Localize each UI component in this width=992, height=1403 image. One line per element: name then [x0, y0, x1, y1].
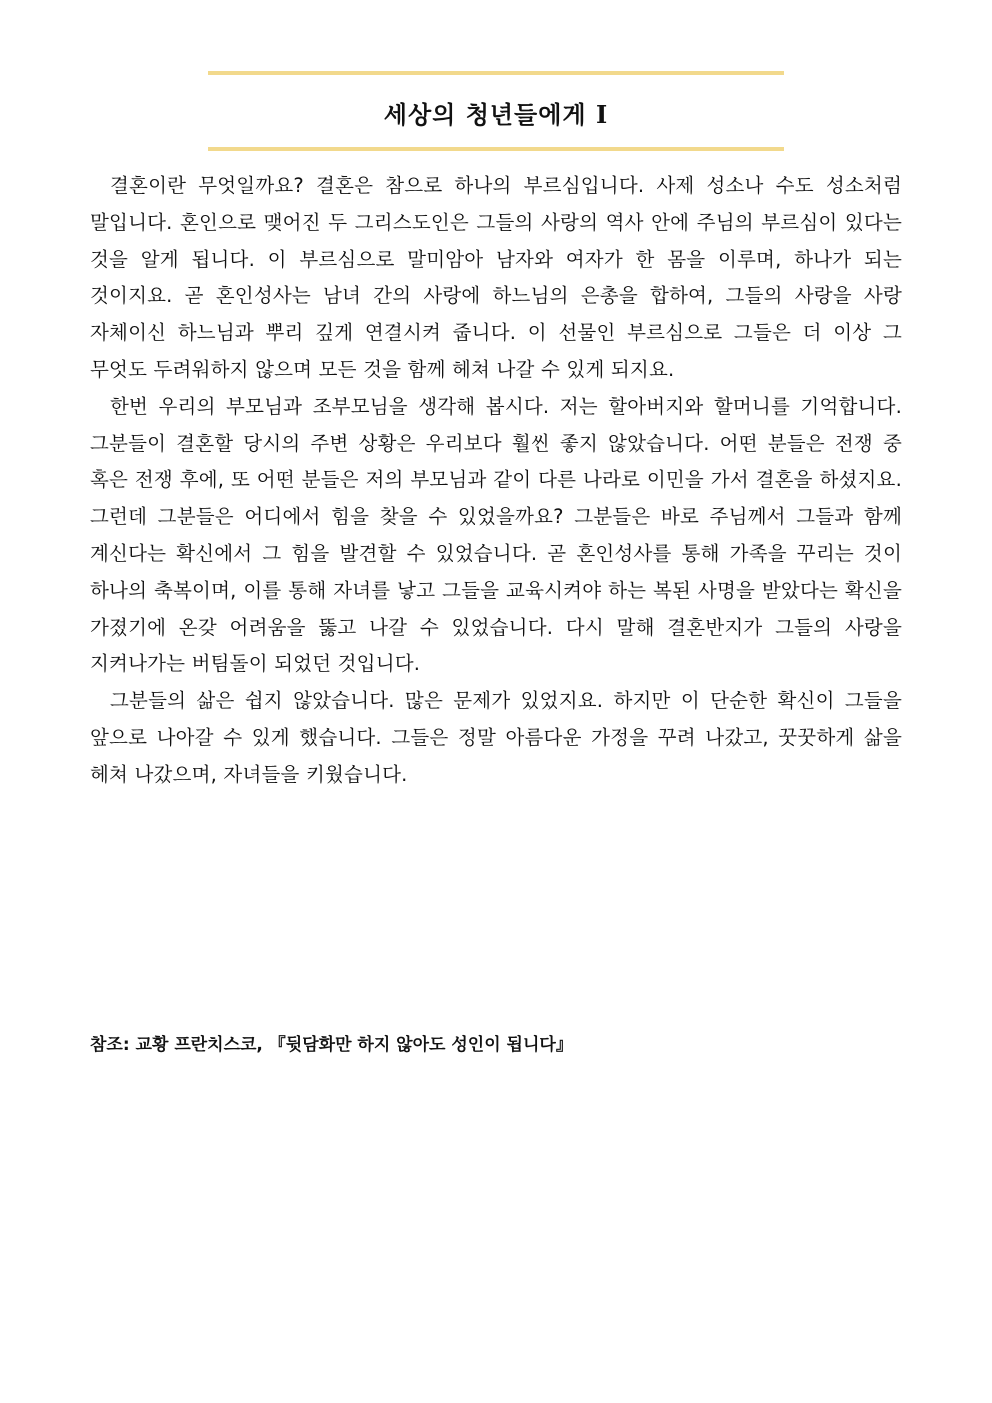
- title-bottom-rule: [208, 147, 784, 151]
- page-title: 세상의 청년들에게 Ⅰ: [383, 100, 609, 129]
- paragraph-1: 결혼이란 무엇일까요? 결혼은 참으로 하나의 부르심입니다. 사제 성소나 수도 성소처럼 말입니다. 혼인으로 맺어진 두 그리스도인은 그들의 사랑의 역사 안에 주님의 부르심이 있다는 것을 알게 됩니다. 이 부르심으로 말미암아 남자와 여자가 한 몸을 이루며, 하나가 되는 것이지요. 곧 혼인성사는 남녀 간의 사랑에 하느님의 은총을 합하여, 그들의 사랑을 사랑 자체이신 하느님과 뿌리 깊게 연결시켜 줍니다. 이 선물인 부르심으로 그들은 더 이상 그 무엇도 두려워하지 않으며 모든 것을 함께 헤쳐 나갈 수 있게 되지요.: [90, 174, 902, 381]
- paragraph-2: 한번 우리의 부모님과 조부모님을 생각해 봅시다. 저는 할아버지와 할머니를 기억합니다. 그분들이 결혼할 당시의 주변 상황은 우리보다 훨씬 좋지 않았습니다. 어떤 분들은 전쟁 중 혹은 전쟁 후에, 또 어떤 분들은 저의 부모님과 같이 다른 나라로 이민을 가서 결혼을 하셨지요. 그런데 그분들은 어디에서 힘을 찾을 수 있었을까요? 그분들은 바로 주님께서 그들과 함께 계신다는 확신에서 그 힘을 발견할 수 있었습니다. 곧 혼인성사를 통해 가족을 꾸리는 것이 하나의 축복이며, 이를 통해 자녀를 낳고 그들을 교육시켜야 하는 복된 사명을 받았다는 확신을 가졌기에 온갖 어려움을 뚫고 나갈 수 있었습니다. 다시 말해 결혼반지가 그들의 사랑을 지켜나가는 버팀돌이 되었던 것입니다.: [90, 394, 902, 676]
- body-text: [90, 168, 902, 794]
- reference-note: 참조: 교황 프란치스코, 『뒷담화만 하지 않아도 성인이 됩니다』: [90, 1035, 573, 1055]
- title-top-rule: [208, 71, 784, 75]
- paragraph-3: 그분들의 삶은 쉽지 않았습니다. 많은 문제가 있었지요. 하지만 이 단순한 확신이 그들을 앞으로 나아갈 수 있게 했습니다. 그들은 정말 아름다운 가정을 꾸려 나갔고, 꿋꿋하게 삶을 헤쳐 나갔으며, 자녀들을 키웠습니다.: [90, 689, 902, 786]
